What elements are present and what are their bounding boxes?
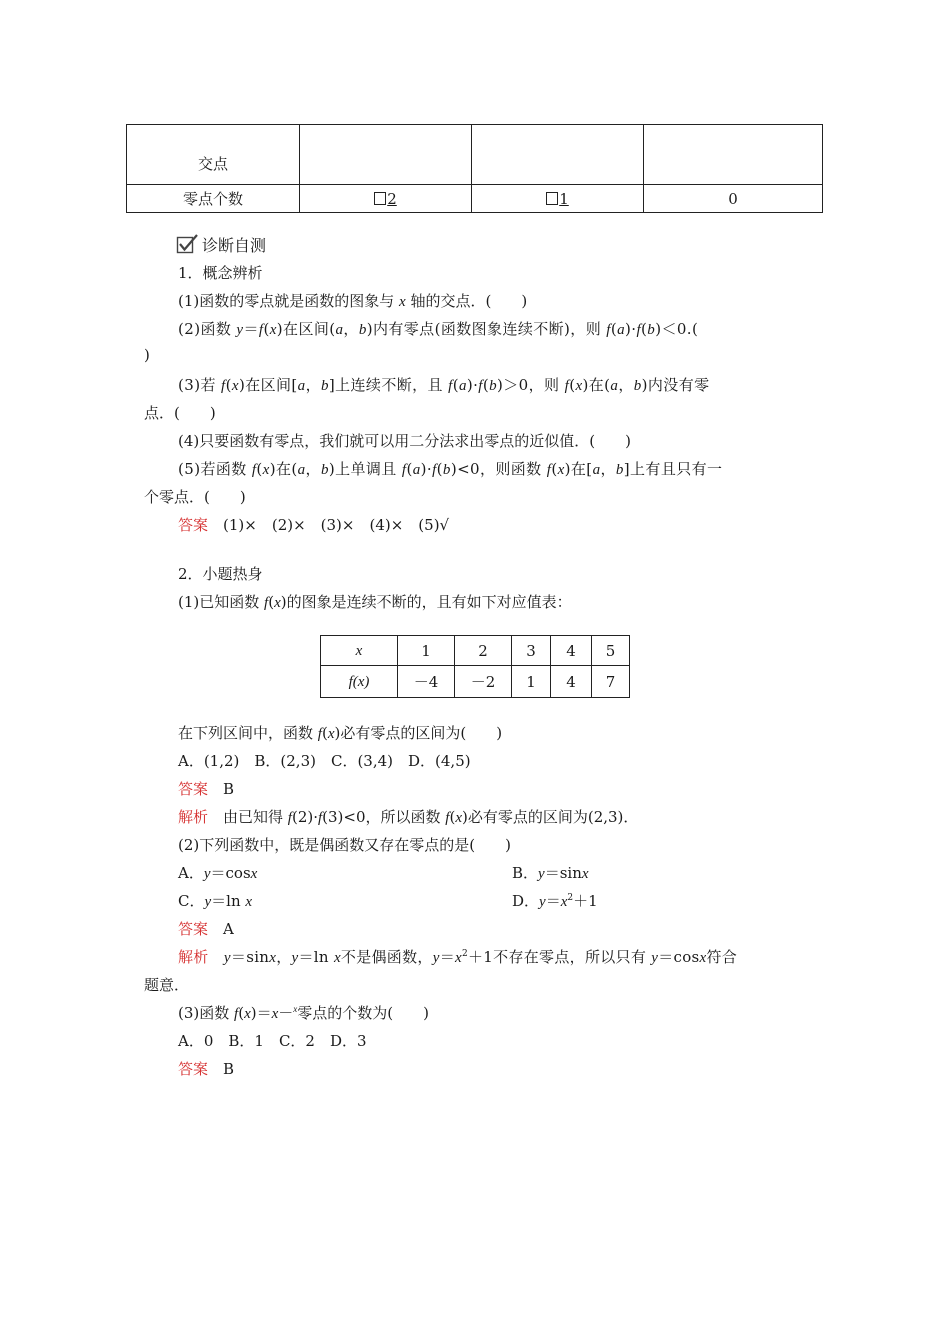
statement-5-cont: 个零点．( ) — [144, 488, 246, 506]
fx-value: 4 — [551, 666, 592, 698]
row-label-intersection: 交点 — [127, 125, 300, 185]
cell-graph-2 — [472, 125, 644, 185]
row-label-zero-count: 零点个数 — [127, 185, 300, 213]
zero-count-3: 0 — [644, 185, 823, 213]
section-header: 诊断自测 — [176, 233, 266, 256]
check-square-icon — [176, 233, 200, 255]
x-value: 1 — [398, 636, 455, 666]
q1-options: A．(1,2) B．(2,3) C．(3,4) D．(4,5) — [178, 752, 471, 770]
zero-count-1: 2 — [300, 185, 472, 213]
fx-value: 7 — [592, 666, 630, 698]
q2-option-c: C．y＝ln x — [178, 892, 253, 910]
statement-2-cont: ) — [144, 346, 150, 364]
q2-analysis-cont: 题意． — [144, 976, 190, 994]
header-x: x — [321, 636, 398, 666]
statement-4: (4)只要函数有零点，我们就可以用二分法求出零点的近似值．( ) — [178, 432, 631, 450]
q2-option-d: D．$y=x^2+1$ — [512, 892, 598, 910]
value-table — [320, 635, 630, 698]
x-value: 2 — [455, 636, 512, 666]
q1-intro: (1)已知函数 f(x)的图象是连续不断的，且有如下对应值表： — [178, 593, 572, 611]
fx-value: －4 — [398, 666, 455, 698]
statement-2: (2)函数 y＝f(x)在区间(a，b)内有零点(函数图象连续不断)，则 f(a)·f(b)＜0.( — [178, 320, 699, 338]
part1-title: 1．概念辨析 — [178, 264, 263, 282]
x-value: 5 — [592, 636, 630, 666]
q3-answer: 答案 B — [178, 1060, 235, 1078]
statement-1: (1)函数的零点就是函数的图象与 x 轴的交点．( ) — [178, 292, 528, 310]
fx-value: 1 — [512, 666, 551, 698]
x-value: 3 — [512, 636, 551, 666]
q3-options: A．0 B．1 C．2 D．3 — [178, 1032, 367, 1050]
part2-title: 2．小题热身 — [178, 565, 263, 583]
q1-answer: 答案 B — [178, 780, 235, 798]
q1-analysis: 解析 由已知得 f(2)·f(3)<0，所以函数 f(x)必有零点的区间为(2,3)． — [178, 808, 639, 826]
roots-table — [126, 124, 823, 213]
q2-option-a: A．y＝cosx — [178, 864, 258, 882]
q2-analysis: 解析 y＝sinx，y＝ln x不是偶函数，$y=x^2+1$不存在零点，所以只有 y＝cosx符合 — [178, 948, 738, 966]
q2-option-b: B．y＝sinx — [512, 864, 589, 882]
q2-answer: 答案 A — [178, 920, 234, 938]
answer-box-icon — [374, 192, 386, 205]
x-value: 4 — [551, 636, 592, 666]
fx-value: －2 — [455, 666, 512, 698]
statement-3-cont: 点．( ) — [144, 404, 216, 422]
zero-count-2: 1 — [472, 185, 644, 213]
header-fx: f(x) — [321, 666, 398, 698]
part1-answer: 答案 (1)× (2)× (3)× (4)× (5)√ — [178, 516, 450, 534]
q1-question: 在下列区间中，函数 f(x)必有零点的区间为( ) — [178, 724, 503, 742]
q3-question: (3)函数 f(x)＝x－$^x$零点的个数为( ) — [178, 1004, 429, 1022]
statement-3: (3)若 f(x)在区间[a，b]上连续不断，且 f(a)·f(b)＞0，则 f(x)在(a，b)内没有零 — [178, 376, 710, 394]
cell-graph-3 — [644, 125, 823, 185]
statement-5: (5)若函数 f(x)在(a，b)上单调且 f(a)·f(b)<0，则函数 f(x)在[a，b]上有且只有一 — [178, 460, 723, 478]
cell-graph-1 — [300, 125, 472, 185]
answer-box-icon — [546, 192, 558, 205]
q2-question: (2)下列函数中，既是偶函数又存在零点的是( ) — [178, 836, 511, 854]
